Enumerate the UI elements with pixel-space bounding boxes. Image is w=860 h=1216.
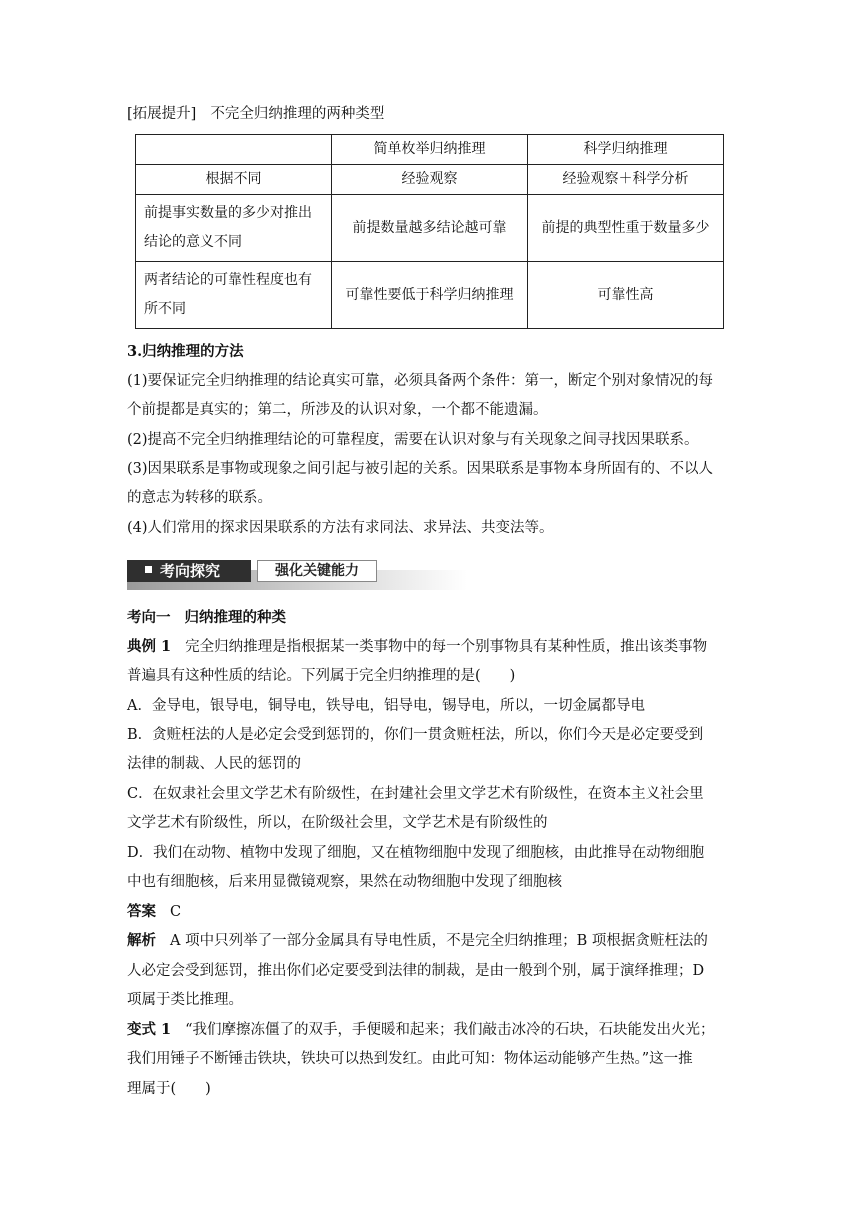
variant-label: 变式 1 [127,1021,172,1038]
option-c-cont: 文学艺术有阶级性，所以，在阶级社会里，文学艺术是有阶级性的 [127,815,548,831]
section-3-line: (4)人们常用的探求因果联系的方法有求同法、求异法、共变法等。 [127,520,554,536]
answer-label: 答案 [127,903,156,920]
section-3-line: (2)提高不完全归纳推理结论的可靠程度，需要在认识对象与有关现象之间寻找因果联系。 [127,432,699,448]
option-b: B．贪赃枉法的人是必定会受到惩罚的，你们一贯贪赃枉法，所以，你们今天是必定要受到 [127,727,704,743]
analysis-line: 项属于类比推理。 [127,992,243,1008]
section-3-line: (1)要保证完全归纳推理的结论真实可靠，必须具备两个条件：第一，断定个别对象情况的每 [127,373,714,389]
table-row [136,195,724,262]
variant-line: 理属于( ) [127,1081,211,1097]
answer-value: C [170,904,182,920]
table-cell: 可靠性高 [528,262,724,329]
example-text: 完全归纳推理是指根据某一类事物中的每一个别事物具有某种性质，推出该类事物 [185,639,708,655]
example-line: 普遍具有这种性质的结论。下列属于完全归纳推理的是( ) [127,668,516,684]
section-3-line: (3)因果联系是事物或现象之间引起与被引起的关系。因果联系是事物本身所固有的、不以人 [127,461,714,477]
option-d-cont: 中也有细胞核，后来用显微镜观察，果然在动物细胞中发现了细胞核 [127,874,562,890]
answer-line [127,902,737,922]
section-3-line: 的意志为转移的联系。 [127,490,272,506]
option-b-cont: 法律的制裁、人民的惩罚的 [127,756,301,772]
table-cell: 经验观察 [332,165,528,195]
table-header-cell [136,135,332,165]
option-c: C．在奴隶社会里文学艺术有阶级性，在封建社会里文学艺术有阶级性，在资本主义社会里 [127,786,704,802]
banner-title: 考向探究 [127,560,251,582]
analysis-text: A 项中只列举了一部分金属具有导电性质，不是完全归纳推理；B 项根据贪赃枉法的 [170,933,708,949]
option-d: D．我们在动物、植物中发现了细胞，又在植物细胞中发现了细胞核，由此推导在动物细胞 [127,845,705,861]
table-header-cell: 简单枚举归纳推理 [332,135,528,165]
variant-text: “我们摩擦冻僵了的双手，手便暖和起来；我们敲击冰冷的石块，石块能发出火光； [185,1022,715,1038]
table-cell: 前提数量越多结论越可靠 [332,195,528,262]
table-cell: 两者结论的可靠性程度也有所不同 [136,262,332,329]
variant-first-line [127,1020,737,1040]
table-cell: 前提事实数量的多少对推出结论的意义不同 [136,195,332,262]
section-3-title: 3.归纳推理的方法 [127,343,244,360]
expansion-title: 不完全归纳推理的两种类型 [210,106,385,122]
table-cell: 可靠性要低于科学归纳推理 [332,262,528,329]
square-bullet-icon [145,566,152,573]
expansion-tag: [拓展提升] [127,106,197,122]
section-3-line: 个前提都是真实的；第二，所涉及的认识对象，一个都不能遗漏。 [127,402,548,418]
table-cell: 根据不同 [136,165,332,195]
table-cell: 前提的典型性重于数量多少 [528,195,724,262]
analysis-label: 解析 [127,932,156,949]
variant-line: 我们用锤子不断锤击铁块，铁块可以热到发红。由此可知：物体运动能够产生热。”这一推 [127,1051,693,1067]
direction-label: 考向一 [127,609,171,626]
table-header-cell: 科学归纳推理 [528,135,724,165]
table-cell: 经验观察＋科学分析 [528,165,724,195]
comparison-table [135,134,724,329]
table-row [136,262,724,329]
example-first-line [127,637,737,657]
table-row [136,165,724,195]
banner-subtitle: 强化关键能力 [257,560,377,582]
analysis-first-line [127,931,737,951]
direction-title: 归纳推理的种类 [184,609,286,626]
direction-heading [127,608,737,628]
analysis-line: 人必定会受到惩罚，推出你们必定要受到法律的制裁，是由一般到个别，属于演绎推理；D [127,963,705,979]
expansion-heading [127,104,737,124]
table-header-row [136,135,724,165]
example-label: 典例 1 [127,638,172,655]
section-banner [127,558,467,590]
option-a: A．金导电，银导电，铜导电，铁导电，铝导电，锡导电，所以，一切金属都导电 [127,698,645,714]
